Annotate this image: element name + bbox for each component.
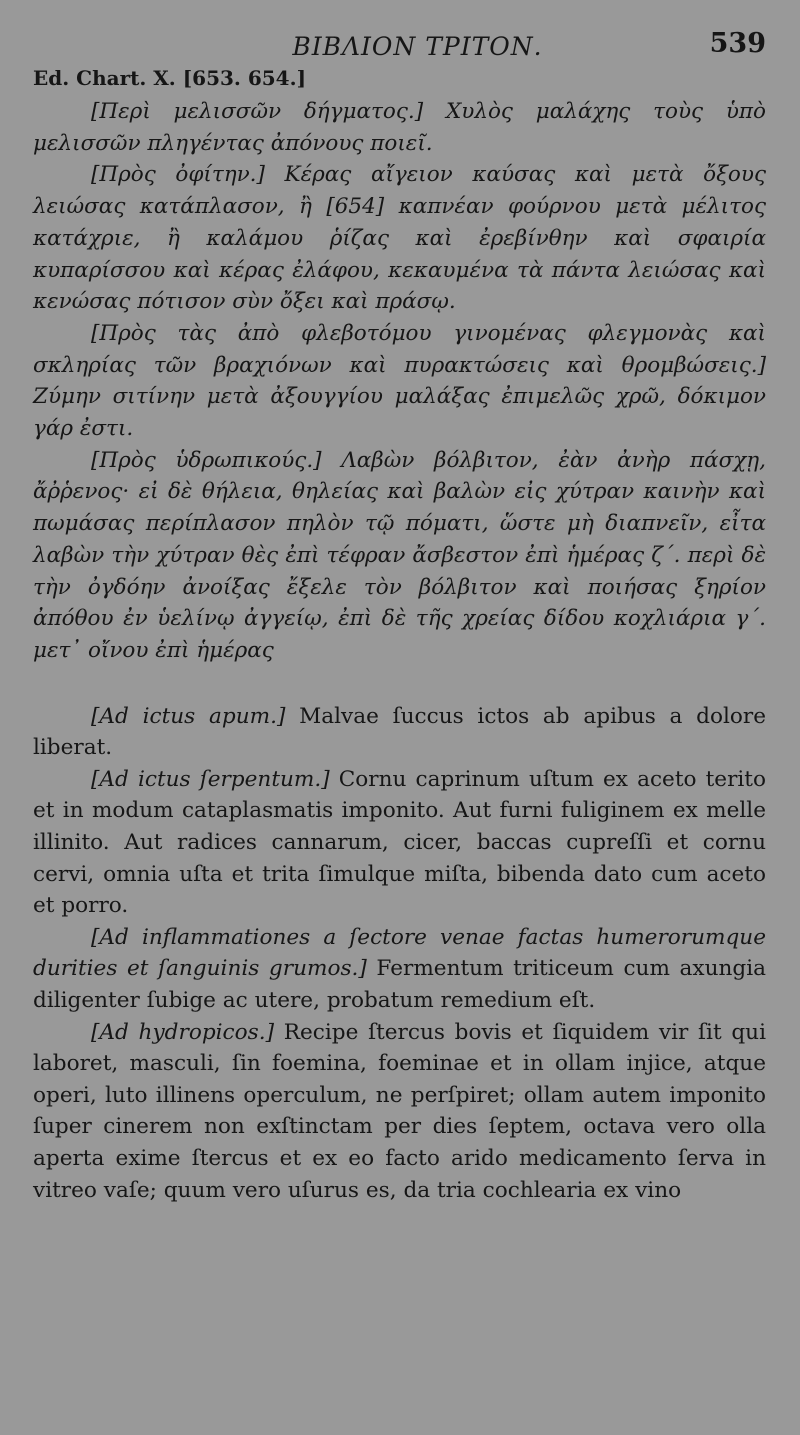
latin-paragraph — [33, 701, 766, 764]
page-header — [33, 24, 766, 68]
greek-paragraph — [33, 318, 766, 445]
paragraph-rubric: [Περὶ μελισσῶν δήγματος.] — [91, 99, 424, 124]
latin-paragraph — [33, 764, 766, 922]
paragraph-text: Λαβὼν βόλβιτον, ἐὰν ἀνὴρ πάσχῃ, ἄῤῥενος· εἰ δὲ θήλεια, θηλείας καὶ βαλὼν εἰς χύτραν καινὴν καὶ πωμάσας περίπλασον πηλὸν τῷ πόματι, ὥστε μὴ διαπνεῖν, εἶτα λαβὼν τὴν χύτραν θὲς ἐπὶ τέφραν ἄσβεστον ἐπὶ ἡμέρας ζ΄. περὶ δὲ τὴν ὀγδόην ἀνοίξας ἔξελε τὸν βόλβιτον καὶ ποιήσας ξηρίον ἀπόθου ἐν ὑελίνῳ ἀγγείῳ, ἐπὶ δὲ τῆς χρείας δίδου κοχλιάρια γ΄. μετ᾽ οἴνου ἐπὶ ἡμέρας — [33, 447, 766, 663]
paragraph-text: Malvae ſuccus ictos ab apibus a dolore liberat. — [33, 703, 766, 761]
paragraph-text: Cornu caprinum uſtum ex aceto terito et in modum cataplasmatis imponito. Aut furni fuliginem ex melle illinito. Aut radices cannarum, cicer, baccas cupreſſi et cornu cervi, omnia uſta et trita ſimulque miſta, bibenda dato cum aceto et porro. — [33, 766, 766, 919]
latin-paragraph — [33, 922, 766, 1017]
paragraph-rubric: [Πρὸς ὑδρωπικούς.] — [91, 447, 322, 473]
paragraph-rubric: [Πρὸς ὀφίτην.] — [91, 162, 265, 188]
greek-paragraph — [33, 96, 766, 159]
paragraph-text: Fermentum triticeum cum axungia diligenter ſubige ac utere, probatum remedium eſt. — [33, 956, 766, 1013]
paragraph-rubric: [Ad ictus apum.] — [91, 703, 286, 729]
greek-paragraph — [33, 445, 766, 667]
latin-paragraph — [33, 1017, 766, 1207]
paragraph-rubric: [Ad ictus ſerpentum.] — [91, 766, 330, 792]
greek-paragraph — [33, 159, 766, 318]
greek-text-block — [33, 96, 766, 667]
paragraph-rubric: [Ad hydropicos.] — [91, 1019, 275, 1045]
paragraph-rubric: [Πρὸς τὰς ἀπὸ φλεβοτόμου γινομένας φλεγμονὰς καὶ σκληρίας τῶν βραχιόνων καὶ πυρακτώσεις καὶ θρομβώσεις.] — [33, 320, 766, 378]
page-number: 539 — [709, 28, 766, 59]
paragraph-rubric: [Ad inflammationes a ſectore venae factas humerorumque durities et ſanguinis grumos.] — [33, 924, 766, 982]
paragraph-text: Χυλὸς μαλάχης τοὺς ὑπὸ μελισσῶν πληγέντας ἀπόνους ποιεῖ. — [33, 99, 767, 156]
edition-line: Ed. Chart. X. [653. 654.] — [33, 66, 307, 90]
running-title: ΒΙΒΛΙΟΝ ΤΡΙΤΟΝ. — [292, 32, 543, 61]
paragraph-text: Ζύμην σιτίνην μετὰ ἀξουγγίου μαλάξας ἐπιμελῶς χρῶ, δόκιμον γάρ ἐστι. — [33, 384, 766, 442]
latin-text-block — [33, 701, 766, 1207]
paragraph-text: Κέρας αἴγειον καύσας καὶ μετὰ ὄξους λειώσας κατάπλασον, ἢ [654] καπνέαν φούρνου μετὰ μέλιτος κατάχριε, ἢ καλάμου ῥίζας καὶ ἐρεβίνθην καὶ σφαιρία κυπαρίσσου καὶ κέρας ἐλάφου, κεκαυμένα τὰ πάντα λειώσας καὶ κενώσας πότισον σὺν ὄξει καὶ πράσῳ. — [33, 162, 766, 315]
paragraph-text: Recipe ſtercus bovis et ſiquidem vir ſit qui laboret, masculi, ſin foemina, foeminae et in ollam injice, atque operi, luto illinens operculum, ne perſpiret; ollam autem imponito ſuper cinerem non exſtinctam per dies ſeptem, octava vero olla aperta exime ſtercus et ex eo facto arido medicamento ſerva in vitreo vaſe; quum vero uſurus es, da tria cochlearia ex vino — [33, 1019, 766, 1203]
